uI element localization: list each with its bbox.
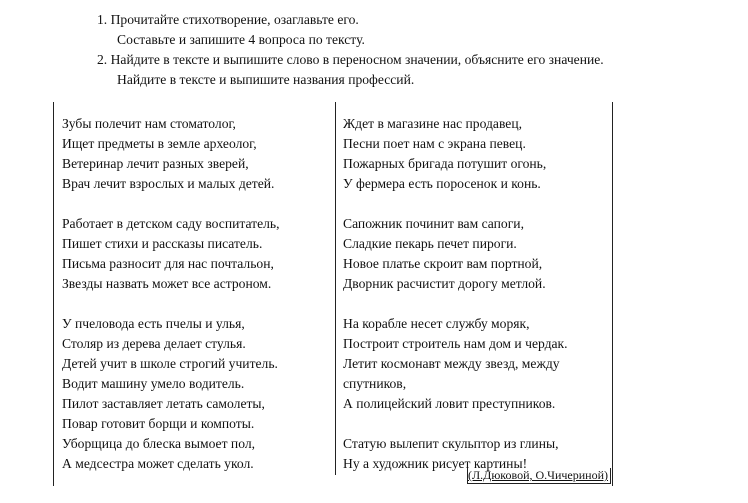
stanza-gap xyxy=(343,294,609,314)
poem-line: У фермера есть поросенок и конь. xyxy=(343,176,541,191)
poem-line: Работает в детском саду воспитатель, xyxy=(62,216,280,231)
poem-line: спутников, xyxy=(343,376,407,391)
poem-line: У пчеловода есть пчелы и улья, xyxy=(62,316,245,331)
poem-line: Пилот заставляет летать самолеты, xyxy=(62,396,265,411)
poem-right-column xyxy=(343,114,609,474)
poem-line: Новое платье скроит вам портной, xyxy=(343,256,543,271)
poem-line: Песни поет нам с экрана певец. xyxy=(343,136,526,151)
poem-line: Столяр из дерева делает стулья. xyxy=(62,336,246,351)
poem-line: Уборщица до блеска вымоет пол, xyxy=(62,436,256,451)
poem-line: Письма разносит для нас почтальон, xyxy=(62,256,274,271)
poem-line: На корабле несет службу моряк, xyxy=(343,316,530,331)
stanza-gap xyxy=(343,414,609,434)
stanza-gap xyxy=(62,194,330,214)
poem-line: А медсестра может сделать укол. xyxy=(62,456,254,471)
poem-line: Построит строитель нам дом и чердак. xyxy=(343,336,568,351)
task-1-line-1: 1. Прочитайте стихотворение, озаглавьте его. xyxy=(97,12,359,27)
task-2-line-1: 2. Найдите в тексте и выпишите слово в переносном значении, объясните его значение. xyxy=(97,52,604,67)
poem-table xyxy=(53,102,613,486)
poem-line: Пожарных бригада потушит огонь, xyxy=(343,156,547,171)
author-credit: (Л.Дюковой, О.Чичериной) xyxy=(467,468,611,484)
poem-line: Зубы полечит нам стоматолог, xyxy=(62,116,236,131)
task-1-line-2: Составьте и запишите 4 вопроса по тексту. xyxy=(117,32,365,47)
column-divider xyxy=(335,102,336,475)
poem-line: Повар готовит борщи и компоты. xyxy=(62,416,255,431)
poem-author xyxy=(467,467,611,483)
poem-line: Ищет предметы в земле археолог, xyxy=(62,136,257,151)
poem-left-column xyxy=(62,114,330,474)
poem-line: Звезды назвать может все астроном. xyxy=(62,276,272,291)
stanza-gap xyxy=(343,194,609,214)
poem-line: Ждет в магазине нас продавец, xyxy=(343,116,523,131)
poem-line: Сапожник починит вам сапоги, xyxy=(343,216,524,231)
poem-line: Детей учит в школе строгий учитель. xyxy=(62,356,278,371)
poem-line: Пишет стихи и рассказы писатель. xyxy=(62,236,263,251)
poem-line: Сладкие пекарь печет пироги. xyxy=(343,236,517,251)
poem-line: А полицейский ловит преступников. xyxy=(343,396,556,411)
poem-line: Врач лечит взрослых и малых детей. xyxy=(62,176,275,191)
stanza-gap xyxy=(62,294,330,314)
poem-line: Ветеринар лечит разных зверей, xyxy=(62,156,249,171)
task-2-line-2: Найдите в тексте и выпишите названия профессий. xyxy=(117,72,415,87)
poem-line: Статую вылепит скульптор из глины, xyxy=(343,436,559,451)
poem-line: Дворник расчистит дорогу метлой. xyxy=(343,276,546,291)
poem-line: Ну а художник рисует картины! xyxy=(343,456,528,471)
poem-line: Летит космонавт между звезд, между xyxy=(343,356,560,371)
poem-line: Водит машину умело водитель. xyxy=(62,376,245,391)
